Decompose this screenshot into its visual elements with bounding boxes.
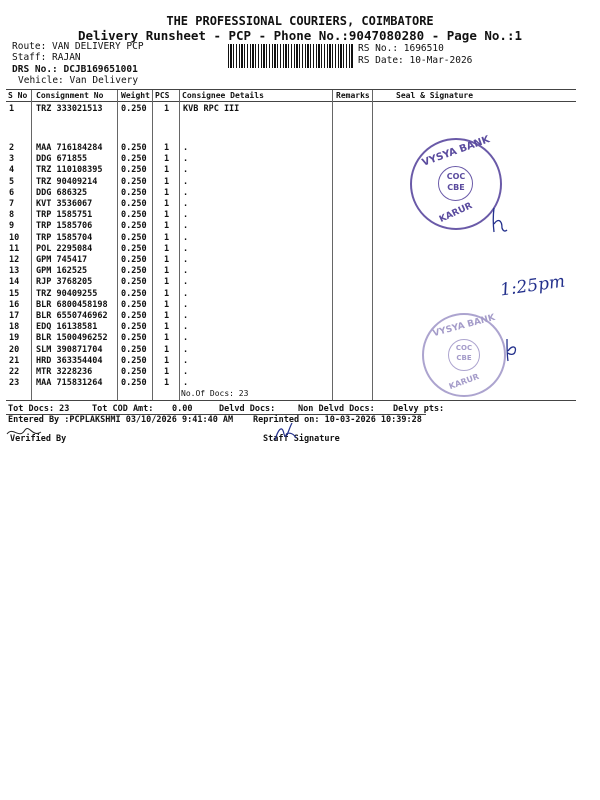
row-consignee: . <box>183 299 189 310</box>
row-pcs: 1 <box>164 288 170 299</box>
stamp-bottom-text: KARUR <box>437 201 475 225</box>
table-bottom-border <box>6 400 576 401</box>
table-row <box>0 266 600 277</box>
row-consignment-no: POL 2295084 <box>36 243 93 254</box>
table-row <box>0 177 600 188</box>
handwritten-time: 1:25pm <box>498 271 567 301</box>
stamp-line2: CBE <box>456 354 472 362</box>
stamp-line1: COC <box>446 172 466 181</box>
stamp-bottom-text: KARUR <box>447 371 481 392</box>
row-pcs: 1 <box>164 311 170 321</box>
row-weight: 0.250 <box>121 243 147 254</box>
row-sno: 4 <box>9 165 15 176</box>
row-sno: 10 <box>9 232 20 243</box>
row-consignee: . <box>183 255 189 265</box>
col-header-pcs: PCS <box>155 91 170 100</box>
row-weight: 0.250 <box>121 221 147 232</box>
route: Route: VAN DELIVERY PCP <box>12 41 144 52</box>
col-header-weight: Weight <box>121 91 150 100</box>
row-consignment-no: MAA 715831264 <box>36 378 103 389</box>
col-header-consignee: Consignee Details <box>182 91 264 100</box>
row-consignment-no: GPM 745417 <box>36 255 88 265</box>
row-consignment-no: TRZ 110108395 <box>36 165 103 176</box>
reprinted-on: Reprinted on: 10-03-2026 10:39:28 <box>253 415 422 425</box>
row-weight: 0.250 <box>121 355 147 366</box>
row-pcs: 1 <box>164 255 170 265</box>
row-consignee: . <box>183 333 189 344</box>
row-consignee: . <box>183 143 189 153</box>
stamp-line1: COC <box>455 344 473 352</box>
stamp-line2: CBE <box>447 183 465 192</box>
row-sno: 14 <box>9 277 20 288</box>
total-cod-label: Tot COD Amt: <box>92 404 154 414</box>
table-row <box>0 233 600 244</box>
row-consignee: . <box>183 187 189 198</box>
row-consignment-no: TRZ 333021513 <box>36 104 103 114</box>
row-consignment-no: SLM 390871704 <box>36 344 103 355</box>
row-weight: 0.250 <box>121 143 147 153</box>
row-consignee: . <box>183 266 189 277</box>
row-consignee: . <box>183 199 189 209</box>
row-sno: 12 <box>9 255 20 265</box>
row-sno: 6 <box>9 187 15 198</box>
non-delivered-docs: Non Delvd Docs: <box>298 404 375 414</box>
drs-number: DRS No.: DCJB169651001 <box>12 64 138 75</box>
row-sno: 18 <box>9 322 20 333</box>
company-name: THE PROFESSIONAL COURIERS, COIMBATORE <box>166 14 434 28</box>
row-weight: 0.250 <box>121 154 147 165</box>
row-weight: 0.250 <box>121 210 147 221</box>
table-row <box>0 221 600 232</box>
row-consignee: . <box>183 367 189 377</box>
row-weight: 0.250 <box>121 311 147 321</box>
row-consignment-no: TRP 1585706 <box>36 221 93 232</box>
row-consignee: . <box>183 165 189 176</box>
row-consignment-no: DDG 686325 <box>36 187 88 198</box>
row-weight: 0.250 <box>121 378 147 389</box>
row-weight: 0.250 <box>121 333 147 344</box>
row-weight: 0.250 <box>121 367 147 377</box>
row-consignee: . <box>183 277 189 288</box>
row-consignment-no: BLR 1500496252 <box>36 333 108 344</box>
row-consignment-no: BLR 6550746962 <box>36 311 108 321</box>
row-sno: 22 <box>9 367 20 377</box>
row-consignee: . <box>183 344 189 355</box>
table-row <box>0 244 600 255</box>
row-pcs: 1 <box>164 165 170 176</box>
vehicle: Vehicle: Van Delivery <box>18 75 139 86</box>
no-of-docs: No.Of Docs: 23 <box>181 389 249 398</box>
row-sno: 19 <box>9 333 20 344</box>
row-consignment-no: HRD 363354404 <box>36 355 103 366</box>
row-pcs: 1 <box>164 187 170 198</box>
entered-by: Entered By :PCPLAKSHMI 03/10/2026 9:41:40 AM <box>8 415 234 425</box>
row-consignment-no: RJP 3768205 <box>36 277 93 288</box>
table-row <box>0 311 600 322</box>
row-sno: 8 <box>9 210 15 221</box>
row-weight: 0.250 <box>121 199 147 209</box>
row-weight: 0.250 <box>121 322 147 333</box>
bank-seal-stamp <box>410 134 502 230</box>
table-row <box>0 104 600 115</box>
table-row <box>0 165 600 176</box>
row-consignment-no: GPM 162525 <box>36 266 88 277</box>
rs-date: RS Date: 10-Mar-2026 <box>358 55 473 66</box>
row-pcs: 1 <box>164 266 170 277</box>
row-sno: 17 <box>9 311 20 321</box>
table-row <box>0 378 600 389</box>
delivered-docs: Delvd Docs: <box>219 404 276 414</box>
row-weight: 0.250 <box>121 187 147 198</box>
row-consignee: . <box>183 221 189 232</box>
row-pcs: 1 <box>164 378 170 389</box>
stamp-top-text: VYSYA BANK <box>431 312 497 340</box>
row-pcs: 1 <box>164 221 170 232</box>
row-pcs: 1 <box>164 355 170 366</box>
table-row <box>0 300 600 311</box>
row-pcs: 1 <box>164 199 170 209</box>
handwritten-initial-icon <box>490 206 510 236</box>
handwritten-mark-icon <box>502 336 522 364</box>
row-sno: 15 <box>9 288 20 299</box>
row-pcs: 1 <box>164 210 170 221</box>
table-header-border <box>6 101 576 102</box>
row-pcs: 1 <box>164 104 170 114</box>
table-top-border <box>6 89 576 90</box>
row-sno: 23 <box>9 378 20 389</box>
staff-signature-scribble-icon <box>272 420 298 444</box>
row-consignment-no: DDG 671855 <box>36 154 88 165</box>
row-consignment-no: TRZ 90409214 <box>36 176 98 187</box>
row-consignment-no: TRP 1585704 <box>36 232 93 243</box>
row-pcs: 1 <box>164 333 170 344</box>
row-consignee: . <box>183 311 189 321</box>
row-pcs: 1 <box>164 277 170 288</box>
rs-number: RS No.: 1696510 <box>358 43 444 54</box>
delivery-points: Delvy pts: <box>393 404 445 414</box>
row-consignee: . <box>183 288 189 299</box>
total-cod-amount: 0.00 <box>172 404 193 414</box>
total-docs: Tot Docs: 23 <box>8 404 70 414</box>
table-row <box>0 188 600 199</box>
row-sno: 7 <box>9 199 15 209</box>
row-consignee: . <box>183 322 189 333</box>
row-weight: 0.250 <box>121 255 147 265</box>
stamp-top-text: VYSYA BANK <box>420 134 492 169</box>
row-consignment-no: EDQ 16138581 <box>36 322 98 333</box>
row-sno: 3 <box>9 154 15 165</box>
row-pcs: 1 <box>164 299 170 310</box>
verified-by: Verified By <box>10 434 67 444</box>
row-pcs: 1 <box>164 322 170 333</box>
row-weight: 0.250 <box>121 176 147 187</box>
verifier-scribble-icon <box>5 422 45 444</box>
row-consignment-no: BLR 6800458198 <box>36 299 108 310</box>
row-pcs: 1 <box>164 344 170 355</box>
row-sno: 5 <box>9 176 15 187</box>
table-row <box>0 143 600 154</box>
table-row <box>0 199 600 210</box>
col-header-consignment: Consignment No <box>36 91 104 100</box>
row-weight: 0.250 <box>121 299 147 310</box>
row-consignment-no: MTR 3228236 <box>36 367 93 377</box>
row-pcs: 1 <box>164 232 170 243</box>
row-pcs: 1 <box>164 367 170 377</box>
table-row <box>0 210 600 221</box>
row-consignee: . <box>183 243 189 254</box>
row-sno: 21 <box>9 355 20 366</box>
table-row <box>0 255 600 266</box>
row-consignee: . <box>183 210 189 221</box>
row-weight: 0.250 <box>121 165 147 176</box>
row-sno: 16 <box>9 299 20 310</box>
row-consignee: . <box>183 232 189 243</box>
table-row <box>0 154 600 165</box>
staff: Staff: RAJAN <box>12 52 81 63</box>
row-weight: 0.250 <box>121 288 147 299</box>
table-row <box>0 367 600 378</box>
row-consignment-no: TRZ 90409255 <box>36 288 98 299</box>
row-pcs: 1 <box>164 243 170 254</box>
row-weight: 0.250 <box>121 232 147 243</box>
row-consignee: . <box>183 378 189 389</box>
row-consignment-no: TRP 1585751 <box>36 210 93 221</box>
row-sno: 1 <box>9 104 15 114</box>
row-weight: 0.250 <box>121 104 147 114</box>
row-consignment-no: KVT 3536067 <box>36 199 93 209</box>
bank-seal-stamp-faded <box>422 313 506 397</box>
row-sno: 2 <box>9 143 15 153</box>
row-sno: 20 <box>9 344 20 355</box>
col-header-sno: S No <box>8 91 28 100</box>
col-header-seal: Seal & Signature <box>396 91 474 100</box>
row-pcs: 1 <box>164 176 170 187</box>
row-weight: 0.250 <box>121 277 147 288</box>
row-weight: 0.250 <box>121 344 147 355</box>
row-weight: 0.250 <box>121 266 147 277</box>
row-pcs: 1 <box>164 143 170 153</box>
barcode <box>228 44 354 68</box>
row-consignee: KVB RPC III <box>183 104 240 114</box>
row-consignee: . <box>183 355 189 366</box>
row-sno: 13 <box>9 266 20 277</box>
row-consignee: . <box>183 154 189 165</box>
col-header-remarks: Remarks <box>336 91 370 100</box>
staff-signature: Staff Signature <box>263 434 340 444</box>
runsheet-title: Delivery Runsheet - PCP - Phone No.:9047080280 - Page No.:1 <box>77 28 522 43</box>
row-sno: 9 <box>9 221 15 232</box>
row-consignment-no: MAA 716184284 <box>36 143 103 153</box>
table-row <box>0 322 600 333</box>
row-sno: 11 <box>9 243 20 254</box>
row-consignee: . <box>183 176 189 187</box>
row-pcs: 1 <box>164 154 170 165</box>
